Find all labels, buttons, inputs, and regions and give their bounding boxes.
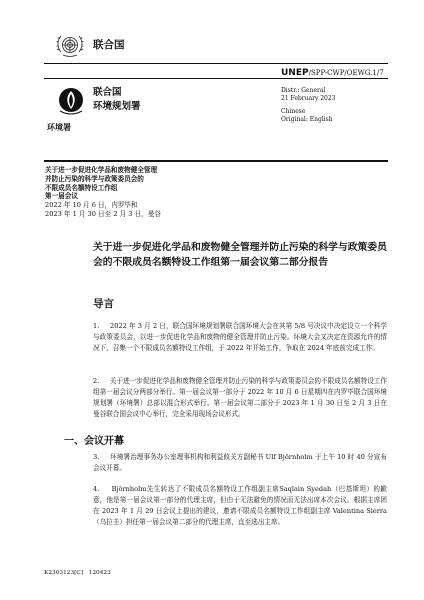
section-1-heading: 一、会议开幕 [64, 436, 124, 447]
meeting-line2: 并防止污染的科学与政策委员会的 [45, 174, 144, 183]
meeting-session: 第一届会议 [45, 192, 78, 201]
paragraph-2: 2. 关于进一步促进化学品和废物健全管理并防止污染的科学与政策委员会的不限成员名额特设工作组第一届会议分两部分举行。第一届会议第一部分于 2022 年 10 月 6 日星期四在内罗毕联合国环境规划署（环境署）总部以混合形式举行。第一届会议第二部分于 2023 年 1 月 30 日至 2 月 3 日在曼谷联合国会议中心举行，完全采用现场会议形式。 [93, 377, 387, 419]
distribution-block [281, 87, 336, 123]
org-full-line1: 联合国 [93, 87, 122, 98]
unep-logo-caption: 环境署 [47, 123, 71, 132]
original-language: Original: English [281, 115, 333, 123]
meeting-date-1: 2022 年 10 月 6 日，内罗毕和 [45, 201, 138, 210]
paragraph-3: 3. 环境署治理事务办公室理事机构和利益攸关方副秘书 Ulf Björnholm 于上午 10 时 40 分宣布会议开幕。 [93, 453, 387, 473]
paragraph-4: 4. Björnholm先生转达了不限成员名额特设工作组副主席Saqlain Syedah（巴基斯坦）的歉意，他是第一届会议第一部分的代理主席，但由于无法避免的情况而无法出席本次会议。根据主席团在 2023 年 1 月 29 日会议上提出的建议，邀请不限成员名额特设工作组副主席 Valentina Sierra（乌拉圭）担任第一届会议第二部分的代理主席，直至选出主席。 [93, 485, 387, 527]
symbol-prefix: UNEP [281, 68, 309, 78]
meeting-line3: 不限成员名额特设工作组 [45, 183, 118, 192]
org-full-name [93, 86, 141, 114]
header-rule-top [44, 63, 388, 64]
un-name: 联合国 [93, 39, 125, 51]
un-emblem-icon [55, 33, 85, 59]
meeting-date-2: 2023 年 1 月 30 日至 2 月 3 日，曼谷 [45, 209, 161, 218]
meeting-line1: 关于进一步促进化学品和废物健全管理 [45, 166, 158, 174]
header-rule-thick [44, 160, 388, 162]
introduction-heading: 导言 [93, 298, 114, 310]
issue-date: 21 February 2023 [281, 94, 336, 102]
language: Chinese [281, 108, 306, 116]
header-rule-symbol [44, 78, 388, 79]
unep-logo-icon [57, 87, 85, 117]
document-symbol [281, 68, 384, 78]
meeting-block [45, 166, 161, 219]
symbol-suffix: /SPP-CWP/OEWG.1/7 [308, 69, 384, 77]
distribution: Distr.: General [281, 87, 326, 94]
org-full-line2: 环境规划署 [93, 101, 141, 112]
document-title: 关于进一步促进化学品和废物健全管理并防止污染的科学与政策委员会的不限成员名额特设工作组第一届会议第二部分报告 [93, 242, 387, 268]
paragraph-1: 1. 2022 年 3 月 2 日，联合国环境规划署联合国环境大会在其第 5/8 号决议中决定设立一个科学与政策委员会，以进一步促进化学品和废物的健全管理并防止污染。环境大会又决定在资源允许的情况下，召集一个不限成员名额特设工作组，于 2022 年开始工作，争取在 2024 年底前完成工作。 [93, 322, 387, 353]
job-number: K2303123[C] 120423 [44, 570, 111, 576]
